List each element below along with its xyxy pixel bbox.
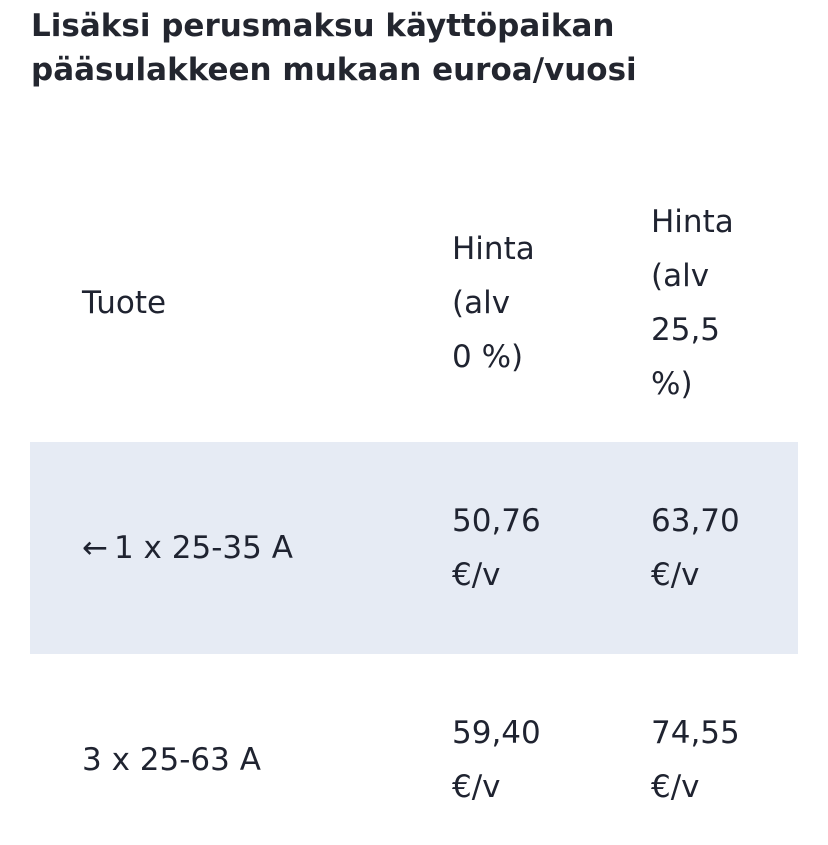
table-row bbox=[30, 654, 798, 845]
price-vat-25-5-cell: 63,70 €/v bbox=[651, 503, 740, 593]
table-header-row bbox=[30, 164, 798, 442]
price-vat-25-5-cell: 74,55 €/v bbox=[651, 715, 740, 805]
price-vat-0-cell: 50,76 €/v bbox=[452, 503, 541, 593]
heading-line-1: Lisäksi perusmaksu käyttöpaikan bbox=[31, 8, 615, 44]
price-vat-0-cell: 59,40 €/v bbox=[452, 715, 541, 805]
product-label: 3 x 25-63 A bbox=[82, 742, 261, 778]
column-header-product: Tuote bbox=[82, 285, 167, 321]
table-row bbox=[30, 442, 798, 654]
price-table bbox=[30, 164, 798, 845]
product-cell bbox=[82, 442, 422, 654]
column-header-price-vat-0: Hinta (alv 0 %) bbox=[452, 231, 535, 375]
product-label: 1 x 25-35 A bbox=[113, 530, 293, 566]
column-header-price-vat-25-5: Hinta (alv 25,5 %) bbox=[651, 204, 734, 402]
heading-line-2: pääsulakkeen mukaan euroa/vuosi bbox=[31, 52, 637, 88]
left-arrow-icon: ← bbox=[82, 530, 108, 566]
product-cell bbox=[82, 654, 422, 845]
page-heading bbox=[31, 4, 791, 92]
